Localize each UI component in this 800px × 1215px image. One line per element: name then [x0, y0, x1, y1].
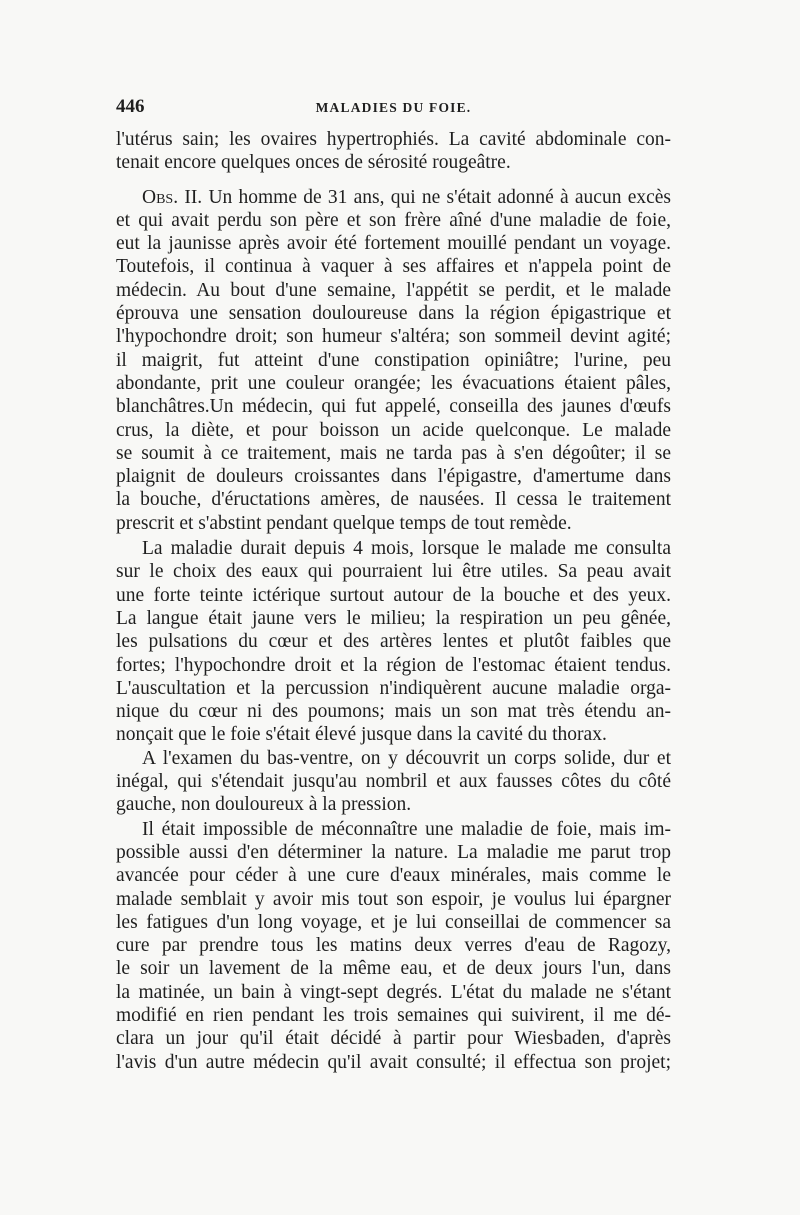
text-line: le soir un lavement de la même eau, et de deux jours l'un, dans — [116, 958, 671, 980]
page-header — [116, 96, 671, 120]
text-line: avancée pour céder à une cure d'eaux minérales, mais comme le — [116, 865, 671, 887]
text-line: abondante, prit une couleur orangée; les évacuations étaient pâles, — [116, 372, 671, 394]
text-line: l'avis d'un autre médecin qu'il avait consulté; il effectua son projet; — [116, 1051, 671, 1073]
text-line: modifié en rien pendant les trois semaines qui suivirent, il me dé- — [116, 1004, 671, 1026]
text-line: une forte teinte ictérique surtout autour de la bouche et des yeux. — [116, 584, 671, 606]
text-line: La langue était jaune vers le milieu; la respiration un peu gênée, — [116, 607, 671, 629]
text-line: crus, la diète, et pour boisson un acide quelconque. Le malade — [116, 419, 671, 441]
text-line: la matinée, un bain à vingt-sept degrés. L'état du malade ne s'étant — [116, 981, 671, 1003]
text-line: et qui avait perdu son père et son frère aîné d'une maladie de foie, — [116, 209, 671, 231]
text-line: blanchâtres.Un médecin, qui fut appelé, conseilla des jaunes d'œufs — [116, 396, 671, 418]
text-line: éprouva une sensation douloureuse dans la région épigastrique et — [116, 303, 671, 325]
text-line: nonçait que le foie s'était élevé jusque dans la cavité du thorax. — [116, 724, 607, 746]
paragraph-examination — [116, 537, 671, 747]
text-line: cure par prendre tous les matins deux verres d'eau de Ragozy, — [116, 935, 671, 957]
text-line: L'auscultation et la percussion n'indiquèrent aucune maladie orga- — [116, 677, 671, 699]
text-line: sur le choix des eaux qui pourraient lui être utiles. Sa peau avait — [116, 561, 671, 583]
page-number: 446 — [116, 96, 145, 117]
text-line — [116, 186, 671, 209]
text-line: fortes; l'hypochondre droit et la région de l'estomac étaient tendus. — [116, 654, 671, 676]
text-line: malade semblait y avoir mis tout son espoir, je voulus lui épargner — [116, 888, 671, 910]
text-line: la bouche, d'éructations amères, de nausées. Il cessa le traitement — [116, 489, 671, 511]
paragraph-abdomen — [116, 747, 671, 817]
observation-label: Obs. II. — [142, 186, 203, 208]
text-line: gauche, non douloureux à la pression. — [116, 794, 412, 816]
text-line: l'hypochondre droit; son humeur s'altéra; son sommeil devint agité; — [116, 326, 671, 348]
text-line: les pulsations du cœur et des artères lentes et plutôt faibles que — [116, 631, 671, 653]
text-line: les fatigues d'un long voyage, et je lui conseillai de commencer sa — [116, 911, 671, 933]
text-line: inégal, qui s'étendait jusqu'au nombril et aux fausses côtes du côté — [116, 771, 671, 793]
text-line: possible aussi d'en déterminer la nature. La maladie me parut trop — [116, 841, 671, 863]
text-line: Il était impossible de méconnaître une maladie de foie, mais im- — [142, 818, 671, 840]
text-line: prescrit et s'abstint pendant quelque temps de tout remède. — [116, 512, 572, 534]
text-line: médecin. Au bout d'une semaine, l'appétit se perdit, et le malade — [116, 279, 671, 301]
text-line-content: Un homme de 31 ans, qui ne s'était adonné à aucun excès — [208, 186, 671, 208]
text-line: il maigrit, fut atteint d'une constipation opiniâtre; l'urine, peu — [116, 349, 671, 371]
paragraph-observation — [116, 186, 671, 535]
text-line: tenait encore quelques onces de sérosité rougeâtre. — [116, 152, 511, 174]
text-line: La maladie durait depuis 4 mois, lorsque le malade me consulta — [142, 538, 671, 560]
paragraph-treatment — [116, 818, 671, 1074]
running-title: MALADIES DU FOIE. — [315, 100, 472, 115]
text-line: eut la jaunisse après avoir été fortement mouillé pendant un voyage. — [116, 233, 671, 255]
text-line: l'utérus sain; les ovaires hypertrophiés. La cavité abdominale con- — [116, 129, 671, 150]
body-text — [116, 128, 671, 1074]
text-line: nique du cœur ni des poumons; mais un son mat très étendu an- — [116, 701, 671, 723]
text-line: plaignit de douleurs croissantes dans l'épigastre, d'amertume dans — [116, 466, 671, 488]
paragraph-continued — [116, 128, 671, 175]
text-line: A l'examen du bas-ventre, on y découvrit un corps solide, dur et — [142, 747, 671, 769]
text-line: clara un jour qu'il était décidé à partir pour Wiesbaden, d'après — [116, 1028, 671, 1050]
text-line: se soumit à ce traitement, mais ne tarda pas à s'en dégoûter; il se — [116, 442, 671, 464]
text-line: Toutefois, il continua à vaquer à ses affaires et n'appela point de — [116, 256, 671, 278]
